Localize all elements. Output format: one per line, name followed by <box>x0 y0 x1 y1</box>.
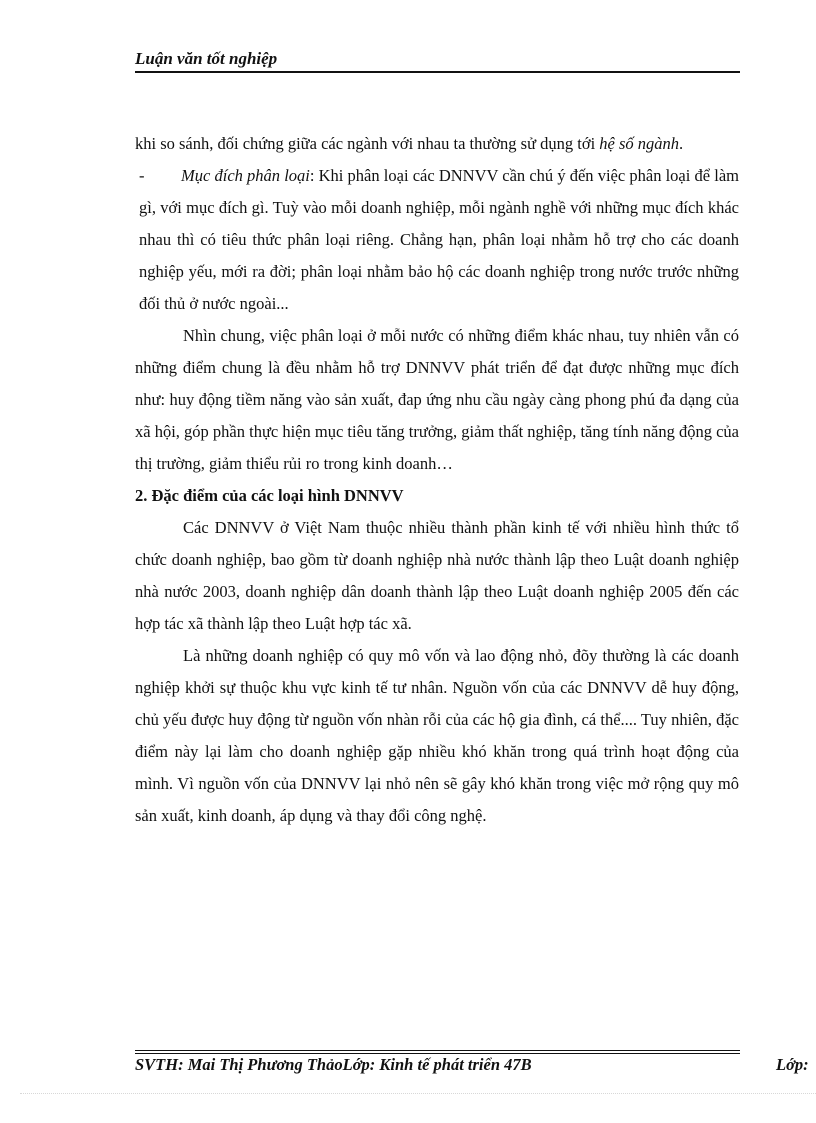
paragraph-4: Các DNNVV ở Việt Nam thuộc nhiều thành phần kinh tế với nhiều hình thức tổ chức doanh nghiệp, bao gồm từ doanh nghiệp nhà nước thành lập theo Luật doanh nghiệp nhà nước 2003, doanh nghiệp dân doanh thành lập theo Luật doanh nghiệp 2005 đến các hợp tác xã thành lập theo Luật hợp tác xã. <box>135 518 739 633</box>
header-rule <box>135 71 740 73</box>
section-heading: 2. Đặc điểm của các loại hình DNNVV <box>135 486 404 505</box>
paragraph-1-italic-term: hệ số ngành <box>599 134 680 153</box>
footer-rule-bottom <box>135 1053 740 1054</box>
bullet-text: : Khi phân loại các DNNVV cần chú ý đến việc phân loại để làm gì, với mục đích gì. Tuỳ vào mỗi doanh nghiệp, mỗi ngành nghề với những mục đích khác nhau thì có tiêu thức phân loại riêng. Chẳng hạn, phân loại nhằm hỗ trợ cho các doanh nghiệp yếu, mới ra đời; phân loại nhằm bảo hộ các doanh nghiệp trong nước trước những đối thủ ở nước ngoài... <box>139 166 739 313</box>
footer-class-label: Lớp: <box>776 1055 809 1074</box>
bullet-label: Mục đích phân loại <box>181 166 310 185</box>
bullet-item <box>135 160 739 320</box>
header-title: Luận văn tốt nghiệp <box>135 49 278 68</box>
footer-rule-top <box>135 1050 740 1051</box>
bullet-dash: - <box>139 166 145 185</box>
paragraph-5: Là những doanh nghiệp có quy mô vốn và lao động nhỏ, đõy thường là các doanh nghiệp khởi sự thuộc khu vực kinh tế tư nhân. Nguồn vốn của các DNNVV dễ huy động, chủ yếu được huy động từ nguồn vốn nhàn rỗi của các hộ gia đình, cá thể.... Tuy nhiên, đặc điểm này lại làm cho doanh nghiệp gặp nhiều khó khăn trong quá trình hoạt động của mình. Vì nguồn vốn của DNNVV lại nhỏ nên sẽ gây khó khăn trong việc mở rộng quy mô sản xuất, kinh doanh, áp dụng và thay đổi công nghệ. <box>135 646 739 825</box>
paragraph-1 <box>135 128 739 160</box>
footer-author: SVTH: Mai Thị Phương ThảoLớp: Kinh tế phát triển 47B <box>135 1055 532 1074</box>
page-edge-divider <box>20 1093 816 1094</box>
paragraph-1-end: . <box>679 134 684 153</box>
paragraph-3: Nhìn chung, việc phân loại ở mỗi nước có những điểm khác nhau, tuy nhiên vẫn có những điểm chung là đều nhằm hỗ trợ DNNVV phát triển để đạt được những mục đích như: huy động tiềm năng vào sản xuất, đap ứng nhu cầu ngày càng phong phú đa dạng của xã hội, góp phần thực hiện mục tiêu tăng trưởng, giảm thất nghiệp, tăng tính năng động của thị trường, giảm thiểu rủi ro trong kinh doanh… <box>135 326 739 473</box>
document-body <box>135 128 739 832</box>
paragraph-1-text: khi so sánh, đối chứng giữa các ngành với nhau ta thường sử dụng tới <box>135 134 600 153</box>
